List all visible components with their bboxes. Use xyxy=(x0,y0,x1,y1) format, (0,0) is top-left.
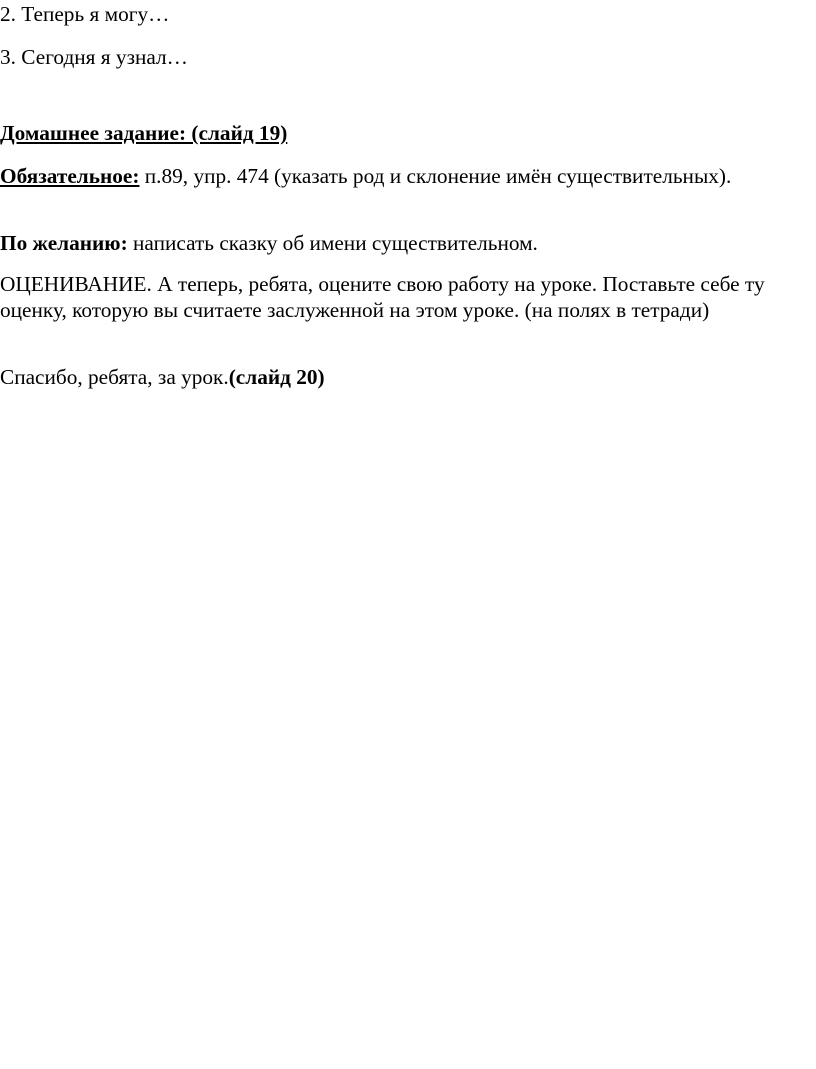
homework-heading: Домашнее задание: (слайд 19) xyxy=(0,121,288,145)
homework-optional-paragraph xyxy=(0,230,800,256)
homework-mandatory-paragraph xyxy=(0,163,800,189)
reflection-line-3: 3. Сегодня я узнал… xyxy=(0,45,188,69)
homework-optional-text: написать сказку об имени существительном. xyxy=(127,231,538,255)
homework-mandatory-label: Обязательное: xyxy=(0,164,140,188)
closing-slide-ref: (слайд 20) xyxy=(228,365,325,389)
assessment-paragraph: ОЦЕНИВАНИЕ. А теперь, ребята, оцените свою работу на уроке. Поставьте себе ту оценку, которую вы считаете заслуженной на этом уроке. (на полях в тетради) xyxy=(0,272,765,322)
reflection-line-2: 2. Теперь я могу… xyxy=(0,2,170,26)
closing-paragraph xyxy=(0,364,800,390)
closing-text: Спасибо, ребята, за урок. xyxy=(0,365,229,389)
homework-optional-label: По желанию: xyxy=(0,231,128,255)
homework-mandatory-text: п.89, упр. 474 (указать род и склонение имён существительных). xyxy=(139,164,732,188)
